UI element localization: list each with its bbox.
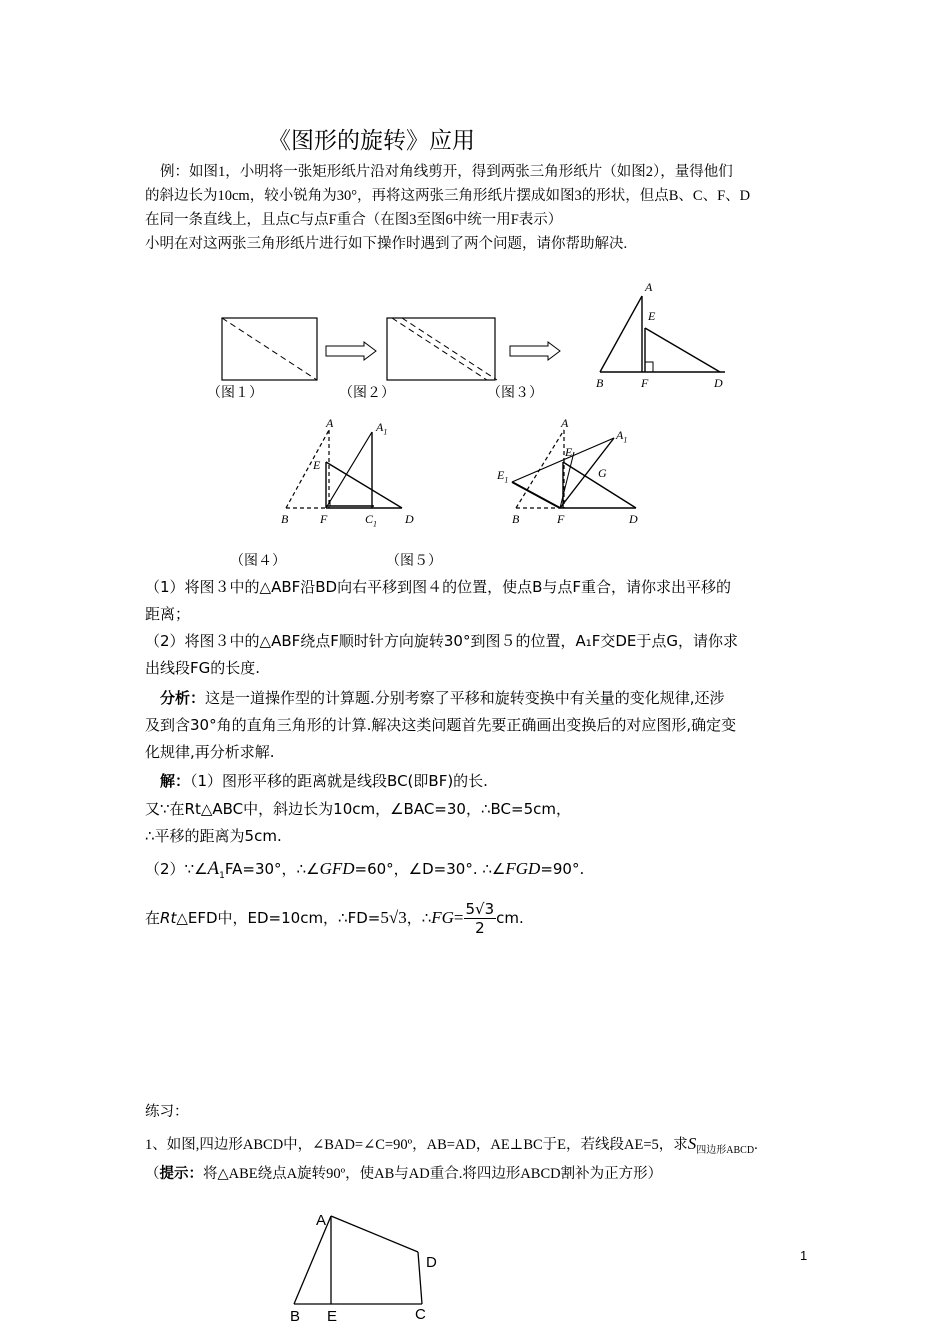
point-label: A [645,280,653,294]
point-label: $A_1$ [376,420,388,437]
point-label: F [641,376,649,390]
point-label: D [629,512,638,526]
point-label: E [313,458,321,472]
figure-caption: （图２） [339,384,395,400]
example-line-2: 的斜边长为10cm，较小锐角为30°，再将这两张三角形纸片摆成如图3的形状，但点B、C、F、D [145,188,751,204]
point-label: C [415,1306,426,1323]
point-label: F [320,512,328,526]
point-label: B [512,512,520,526]
point-label: B [290,1308,301,1325]
point-label: A [561,416,569,430]
point-label: $A_1$ [616,428,628,445]
figure-caption: （图５） [386,552,442,568]
point-label: D [405,512,414,526]
fraction: $\frac{5√3}{2}$ [465,900,495,937]
question-2-line-2: 出线段FG的长度. [145,659,261,677]
solution-line-1: 解：（1）图形平移的距离就是线段BC(即BF)的长. [160,772,488,790]
point-label: E [327,1308,338,1325]
point-label: B [596,376,604,390]
practice-hint: （提示：将△ABE绕点A旋转90º，使AB与AD重合.将四边形ABCD割补为正方形） [145,1166,663,1182]
point-label: A [316,1212,327,1229]
example-line-4: 小明在对这两张三角形纸片进行如下操作时遇到了两个问题，请你帮助解决. [145,236,628,252]
question-1-line-1: （1）将图３中的△ABF沿BD向右平移到图４的位置，使点B与点F重合，请你求出平移的 [145,578,732,596]
analysis-line-3: 化规律,再分析求解. [145,743,275,761]
point-label: A [326,416,334,430]
point-label: D [714,376,723,390]
example-line-1: 例：如图1，小明将一张矩形纸片沿对角线剪开，得到两张三角形纸片（如图2），量得他们 [160,164,733,180]
question-2-line-1: （2）将图３中的△ABF绕点F顺时针方向旋转30°到图５的位置，A₁F交DE于点G，请你求 [145,632,739,650]
analysis-line-1: 分析：这是一道操作型的计算题.分别考察了平移和旋转变换中有关量的变化规律,还涉 [160,689,725,707]
point-label: B [281,512,289,526]
point-label: D [426,1254,437,1271]
figure-caption: （图１） [207,384,263,400]
analysis-line-2: 及到含30°角的直角三角形的计算.解决这类问题首先要正确画出变换后的对应图形,确定变 [145,716,737,734]
page-number: 1 [800,1248,808,1263]
point-label: F [557,512,565,526]
point-label: $C_1$ [365,512,378,529]
figure-caption: （图４） [230,552,286,568]
solution-line-2: 又∵在Rt△ABC中，斜边长为10cm，∠BAC=30，∴BC=5cm， [145,800,571,818]
question-1-line-2: 距离； [145,605,191,623]
point-label: E [565,445,573,459]
practice-question-1: 1、如图,四边形ABCD中，∠BAD=∠C=90º，AB=AD，AE⊥BC于E，若线段AE=5，求$S_{四边形ABCD}$. [145,1134,758,1156]
solution-line-4: $(2)\because\angle A_1FA=30^\circ$，∴∠GFD=60°，∠D=30°. ∴∠FGD=90°. [145,858,585,881]
point-label: E [648,309,656,323]
solution-line-5: 在Rt△EFD中，ED=10cm，∴FD=5√3，∴FG= $\frac{5√3}{2}$ cm. [145,900,524,937]
example-line-3: 在同一条直线上，且点C与点F重合（在图3至图6中统一用F表示） [145,212,563,228]
page-title: 《图形的旋转》应用 [268,128,475,154]
point-label: G [598,466,607,480]
solution-line-3: ∴平移的距离为5cm. [145,827,282,845]
figure-caption: （图３） [487,384,543,400]
practice-label: 练习： [145,1104,189,1120]
point-label: $E_1$ [497,468,509,485]
